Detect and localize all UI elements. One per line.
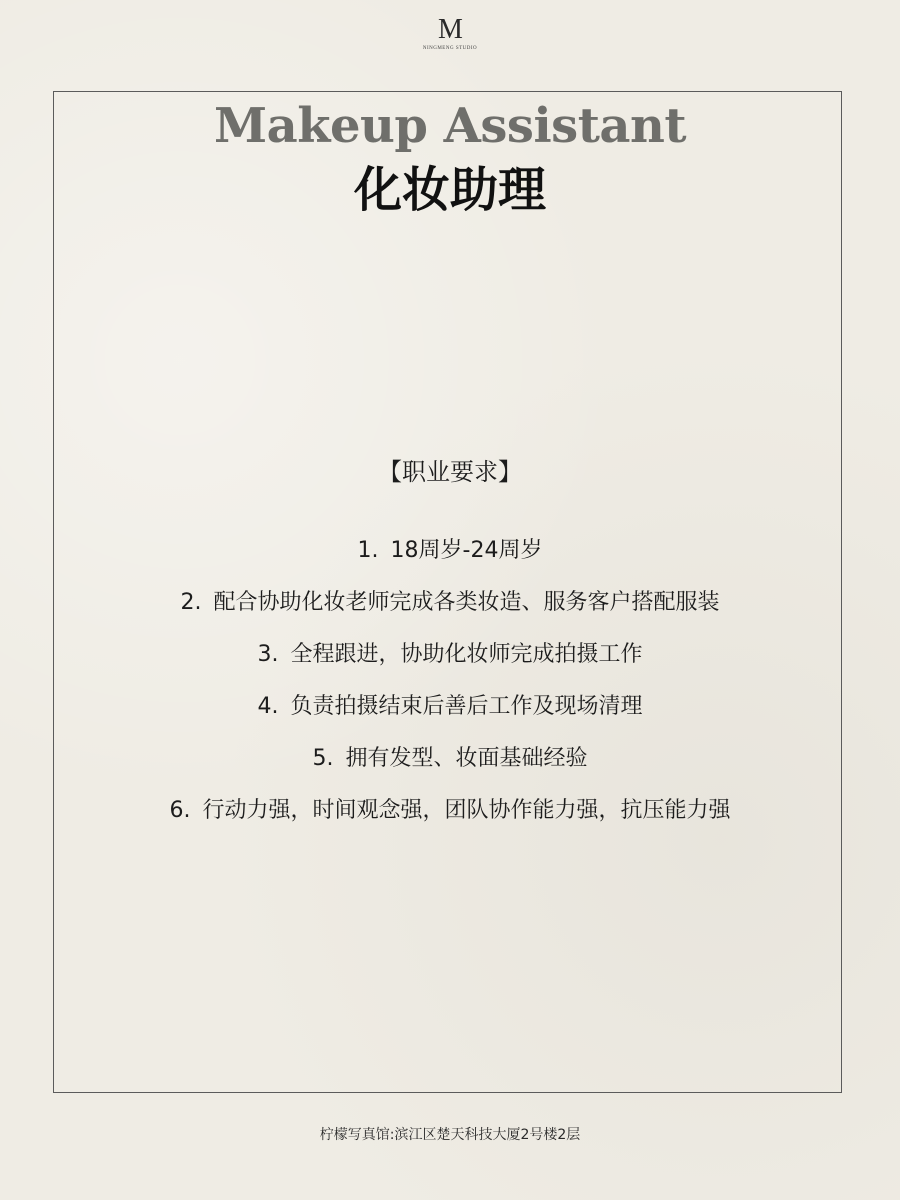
requirement-text: 配合协助化妆老师完成各类妆造、服务客户搭配服装 bbox=[213, 590, 720, 615]
requirements-list bbox=[0, 534, 900, 846]
title-english: Makeup Assistant bbox=[213, 98, 687, 154]
requirement-item bbox=[0, 794, 900, 846]
requirement-item bbox=[0, 586, 900, 638]
requirement-item bbox=[0, 534, 900, 586]
requirement-number: 3. bbox=[257, 642, 279, 667]
requirement-number: 6. bbox=[169, 798, 191, 823]
requirement-text: 负责拍摄结束后善后工作及现场清理 bbox=[290, 694, 643, 719]
title-chinese: 化妆助理 bbox=[353, 162, 546, 218]
requirement-item bbox=[0, 638, 900, 690]
requirement-number: 4. bbox=[257, 694, 279, 719]
logo-subtitle: NINGMENG STUDIO bbox=[422, 46, 478, 51]
requirement-number: 1. bbox=[357, 538, 379, 563]
requirement-text: 全程跟进，协助化妆师完成拍摄工作 bbox=[290, 642, 643, 667]
requirement-text: 行动力强，时间观念强，团队协作能力强，抗压能力强 bbox=[202, 798, 731, 823]
requirement-item bbox=[0, 742, 900, 794]
logo-mark: M bbox=[438, 14, 462, 45]
requirement-text: 拥有发型、妆面基础经验 bbox=[345, 746, 588, 771]
studio-logo bbox=[0, 16, 900, 51]
requirement-text: 18周岁-24周岁 bbox=[390, 538, 543, 563]
requirements-heading: 【职业要求】 bbox=[378, 458, 522, 486]
footer-address: 柠檬写真馆:滨江区楚天科技大厦2号楼2层 bbox=[319, 1127, 581, 1143]
requirement-number: 2. bbox=[180, 590, 202, 615]
requirement-number: 5. bbox=[312, 746, 334, 771]
requirement-item bbox=[0, 690, 900, 742]
